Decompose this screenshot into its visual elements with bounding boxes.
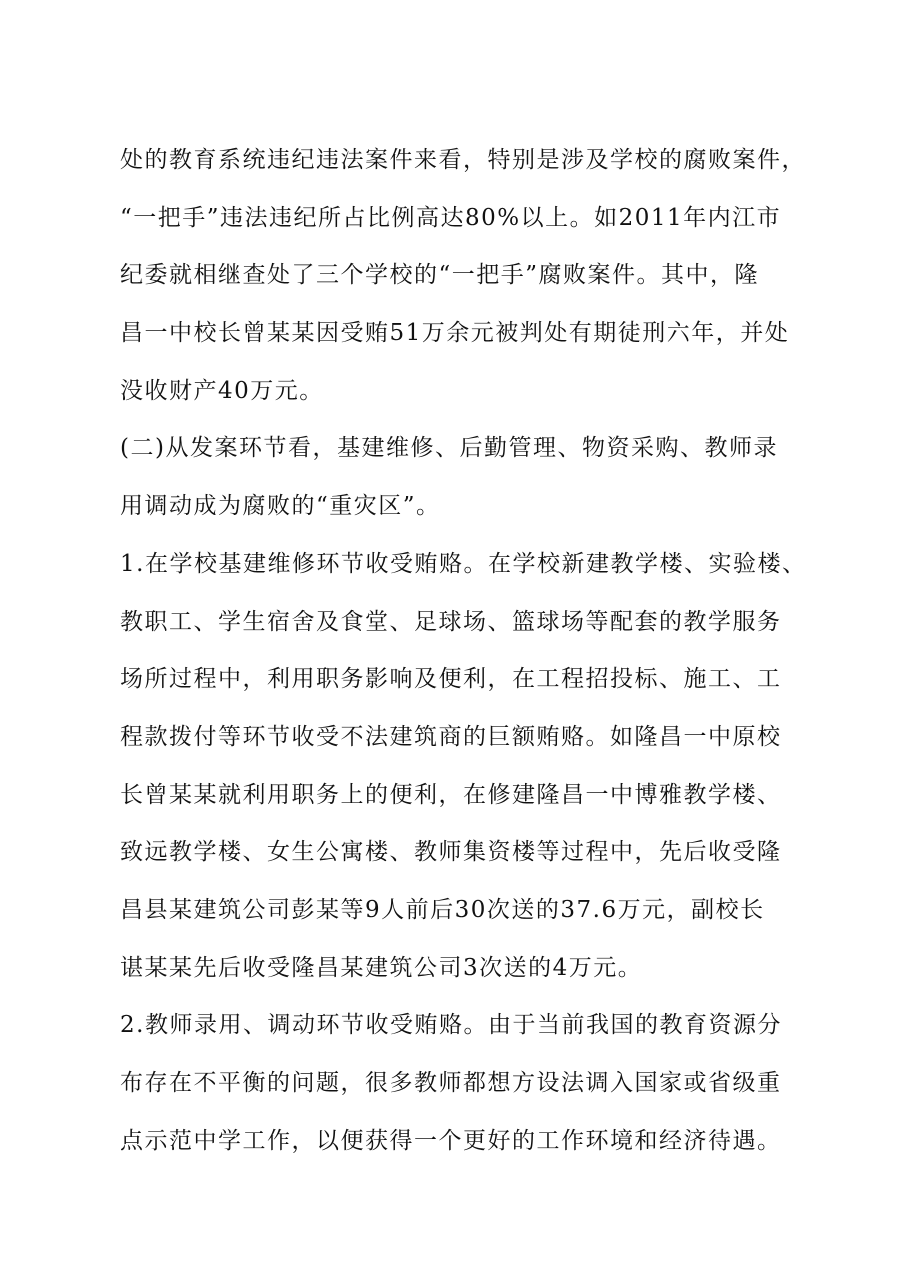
item-1-line-2: 教职工、学生宿舍及食堂、足球场、篮球场等配套的教学服务 (120, 608, 782, 635)
item-1-line-8: 谌某某先后收受隆昌某建筑公司3次送的4万元。 (120, 954, 643, 981)
text-line-2: “一把手”违法违纪所占比例高达80%以上。如2011年内江市 (120, 204, 782, 231)
text-line-1: 处的教育系统违纪违法案件来看，特别是涉及学校的腐败案件， (120, 147, 806, 173)
item-2-line-3: 点示范中学工作，以便获得一个更好的工作环境和经济待遇。 (120, 1127, 782, 1154)
text-line-5: 没收财产40万元。 (120, 377, 324, 404)
item-1-line-6: 致远教学楼、女生公寓楼、教师集资楼等过程中，先后收受隆 (120, 839, 782, 866)
item-1-line-1: 1.在学校基建维修环节收受贿赂。在学校新建教学楼、实验楼、 (120, 550, 807, 577)
item-1-line-4: 程款拨付等环节收受不法建筑商的巨额贿赂。如隆昌一中原校 (120, 723, 782, 750)
item-1-line-3: 场所过程中，利用职务影响及便利，在工程招投标、施工、工 (120, 666, 782, 693)
text-line-3: 纪委就相继查处了三个学校的“一把手”腐败案件。其中，隆 (120, 262, 760, 289)
section-heading-line: (二)从发案环节看，基建维修、后勤管理、物资采购、教师录 (120, 435, 778, 462)
item-2-line-2: 布存在不平衡的问题，很多教师都想方设法调入国家或省级重 (120, 1070, 782, 1096)
body-text (120, 132, 810, 1170)
item-1-line-7: 昌县某建筑公司彭某等9人前后30次送的37.6万元，副校长 (120, 896, 765, 923)
text-line-4: 昌一中校长曾某某因受贿51万余元被判处有期徒刑六年，并处 (120, 320, 790, 347)
item-2-line-1: 2.教师录用、调动环节收受贿赂。由于当前我国的教育资源分 (120, 1012, 782, 1039)
item-1-line-5: 长曾某某就利用职务上的便利，在修建隆昌一中博雅教学楼、 (120, 781, 782, 808)
section-heading-line-cont: 用调动成为腐败的“重灾区”。 (120, 493, 441, 520)
